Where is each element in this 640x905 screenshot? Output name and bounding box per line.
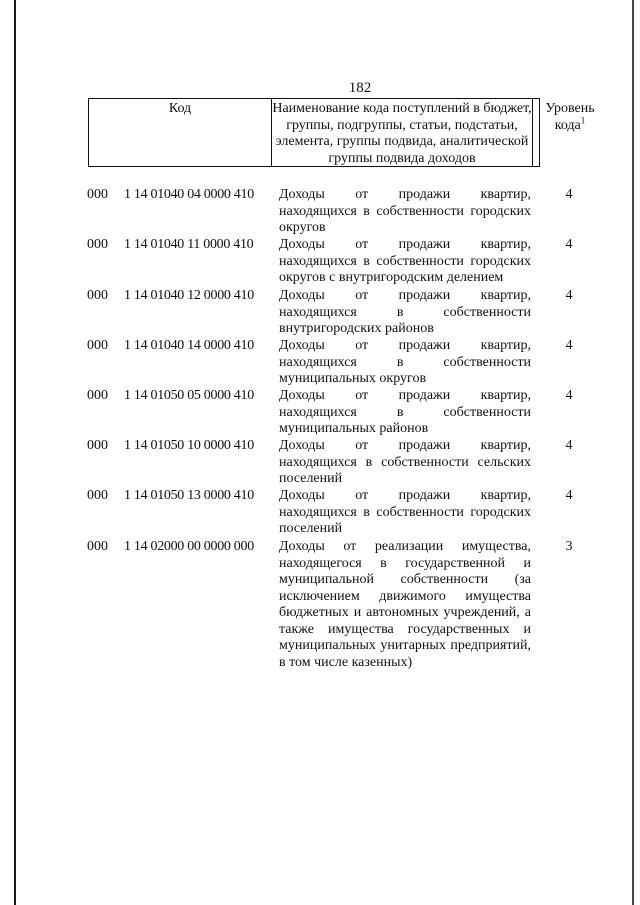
- row-admin-code: 000: [87, 539, 108, 554]
- row-admin-code: 000: [87, 338, 108, 353]
- row-code: 1 14 02000 00 0000 000: [124, 539, 254, 554]
- row-code: 1 14 01040 14 0000 410: [124, 338, 254, 353]
- row-code: 1 14 01040 11 0000 410: [124, 237, 254, 252]
- scan-right-edge: [632, 0, 634, 905]
- row-name: Доходы от продажи квартир, находящихся в собственности муниципальных округов: [279, 338, 531, 386]
- row-name: Доходы от продажи квартир, находящихся в собственности городских поселений: [279, 488, 531, 536]
- table-header: [88, 98, 595, 167]
- row-level: 4: [565, 187, 573, 202]
- row-code: 1 14 01050 10 0000 410: [124, 438, 254, 453]
- header-divider: [532, 99, 533, 166]
- row-name: Доходы от продажи квартир, находящихся в собственности городских округов: [279, 187, 531, 235]
- header-level: [537, 101, 603, 134]
- row-name: Доходы от продажи квартир, находящихся в собственности внутригородских районов: [279, 288, 531, 336]
- row-level: 4: [565, 288, 573, 303]
- row-level: 4: [565, 388, 573, 403]
- row-name: Доходы от продажи квартир, находящихся в собственности муниципальных районов: [279, 388, 531, 436]
- table-row: [0, 488, 640, 536]
- footnote-marker: 1: [580, 114, 586, 125]
- row-admin-code: 000: [87, 237, 108, 252]
- scan-left-edge: [14, 0, 16, 905]
- table-row: [0, 539, 640, 670]
- row-admin-code: 000: [87, 388, 108, 403]
- header-name: Наименование кода поступлений в бюджет, группы, подгруппы, статьи, подстатьи, элемента, группы подвида, аналитической группы подвида доходов: [272, 101, 532, 166]
- header-level-text: Уровень кода: [545, 101, 595, 133]
- row-level: 3: [565, 539, 573, 554]
- row-code: 1 14 01050 13 0000 410: [124, 488, 254, 503]
- table-row: [0, 438, 640, 486]
- table-row: [0, 388, 640, 436]
- row-admin-code: 000: [87, 438, 108, 453]
- table-row: [0, 187, 640, 235]
- row-name: Доходы от реализации имущества, находящегося в государственной и муниципальной собственности (за исключением движимого имущества бюджетных и автономных учреждений, а также имущества государственных и муниципальных унитарных предприятий, в том числе казенных): [279, 539, 531, 670]
- row-code: 1 14 01050 05 0000 410: [124, 388, 254, 403]
- row-admin-code: 000: [87, 288, 108, 303]
- row-code: 1 14 01040 12 0000 410: [124, 288, 254, 303]
- page-number: 182: [348, 80, 372, 96]
- row-admin-code: 000: [87, 187, 108, 202]
- row-name: Доходы от продажи квартир, находящихся в собственности городских округов с внутригородским делением: [279, 237, 531, 285]
- row-level: 4: [565, 338, 573, 353]
- row-level: 4: [565, 237, 573, 252]
- row-level: 4: [565, 438, 573, 453]
- table-row: [0, 237, 640, 285]
- row-level: 4: [565, 488, 573, 503]
- table-row: [0, 338, 640, 386]
- row-code: 1 14 01040 04 0000 410: [124, 187, 254, 202]
- row-name: Доходы от продажи квартир, находящихся в собственности сельских поселений: [279, 438, 531, 486]
- row-admin-code: 000: [87, 488, 108, 503]
- header-code: Код: [168, 101, 192, 116]
- table-row: [0, 288, 640, 336]
